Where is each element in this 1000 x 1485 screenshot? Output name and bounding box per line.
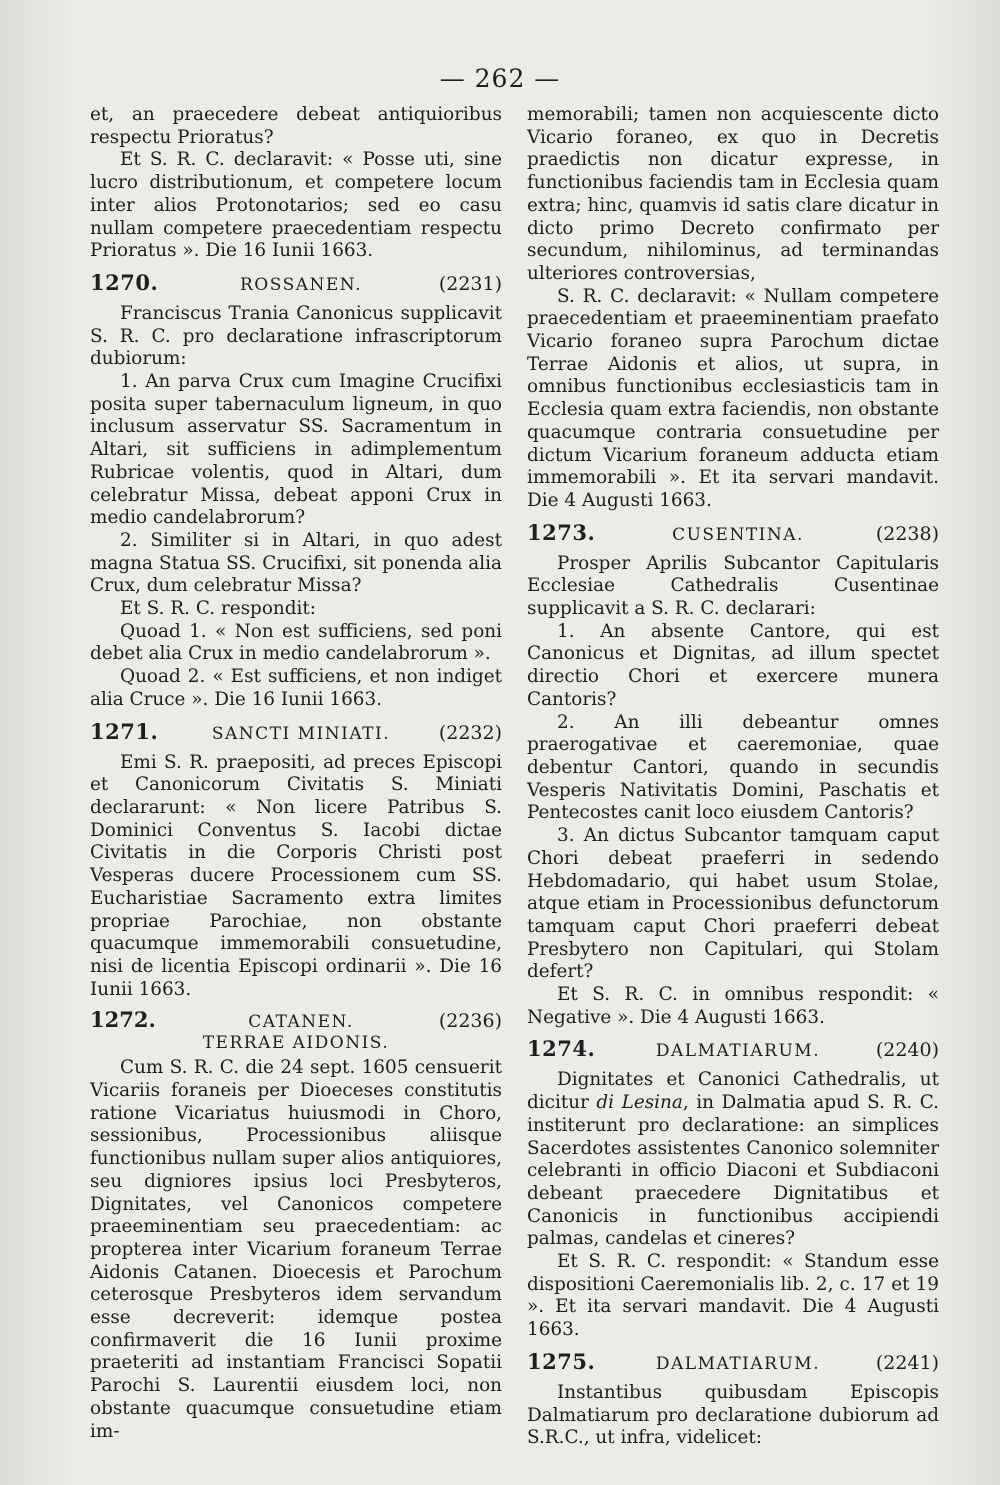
section-number: 1271. (90, 718, 159, 744)
paragraph: Franciscus Trania Canonicus supplicavit S. R. C. pro declaratione infrascriptorum dubiorum: (90, 302, 502, 370)
paragraph: Cum S. R. C. die 24 sept. 1605 censuerit Vicariis foraneis per Dioeceses constitutis ratione Vicariatus huiusmodi in Choro, sessionibus, Processionibus aliisque functionibus nullam super alios antiquiores, seu digniores ipsius loci Presbyteros, Dignitates, vel Canonicos competere praeeminentiam seu praecedentiam: ac propterea inter Vicarium foraneum Terrae Aidonis Catanen. Dioecesis et Parochum ceterosque Presbyteros idem servandum esse decreverit: idemque postea confirmaverit die 16 Iunii proxime praeteriti ad instantiam Francisci Sopatii Parochi S. Laurentii eiusdem loci, non obstante quacumque consuetudine etiam im- (90, 1057, 502, 1442)
section-heading-1271 (90, 720, 502, 746)
section-number: 1272. (90, 1007, 156, 1033)
paragraph: Et S. R. C. respondit: (120, 598, 316, 620)
section-number: 1274. (527, 1036, 596, 1062)
section-reference: (2240) (875, 1039, 939, 1062)
paragraph (527, 1069, 939, 1251)
section-number: 1273. (527, 519, 596, 545)
text-run: Dignitates et Canonici Cathedralis, ut dicitur (527, 1069, 939, 1114)
paragraph: S. R. C. declaravit: « Nullam competere praecedentiam et praeeminentiam praefato Vicario foraneo supra Parochum dictae Terrae Aidonis et alios, ut supra, in omnibus functionibus ecclesiasticis tam in Ecclesia quam extra faciendis, non obstante quacumque contraria consuetudine per dictum Vicarium foraneum adducta etiam immemorabili ». Et ita servari mandavit. Die 4 Augusti 1663. (527, 285, 939, 511)
italic-place-name: di Lesina (596, 1092, 683, 1114)
paragraph: Et S. R. C. declaravit: « Posse uti, sine lucro distributionum, et competere locum inter alios Protonotarios; sed eo casu nullam competere praecedentiam respectu Prioratus ». Die 16 Iunii 1663. (90, 149, 502, 262)
left-column (90, 104, 502, 1443)
section-heading-1272 (90, 1009, 502, 1053)
section-reference: (2231) (438, 272, 502, 295)
section-title: ROSSANEN. (240, 274, 362, 295)
section-reference: (2238) (875, 522, 939, 545)
right-column (527, 104, 939, 1450)
section-reference: (2241) (875, 1351, 939, 1374)
section-heading-1275 (527, 1350, 939, 1376)
section-reference: (2236) (438, 1010, 502, 1033)
paragraph: Quoad 1. « Non est sufficiens, sed poni debet alia Crux in medio candelabrorum ». (90, 620, 502, 665)
paragraph: 2. Similiter si in Altari, in quo adest magna Statua SS. Crucifixi, sit ponenda alia Crux, dum celebratur Missa? (90, 529, 502, 597)
section-number: 1275. (527, 1348, 596, 1374)
paragraph: Et S. R. C. in omnibus respondit: « Negative ». Die 4 Augusti 1663. (527, 984, 939, 1028)
paragraph: Quoad 2. « Est sufficiens, et non indiget alia Cruce ». Die 16 Iunii 1663. (90, 666, 502, 710)
section-title: SANCTI MINIATI. (211, 723, 391, 744)
text-run: , in Dalmatia apud S. R. C. institerunt pro declaratione: an simplices Sacerdotes assistentes Canonico solemniter celebranti in officio Diaconi et Subdiaconi debeant praecedere Dignitatibus et Canonicis in functionibus accipiendi palmas, candelas et cineres? (527, 1092, 939, 1250)
paragraph: et, an praecedere debeat antiquioribus respectu Prioratus? (90, 104, 502, 148)
paragraph: Emi S. R. praepositi, ad preces Episcopi et Canonicorum Civitatis S. Miniati declararunt: « Non licere Patribus S. Dominici Conventus S. Iacobi dictae Civitatis in die Corporis Christi post Vesperas ducere Processionem cum SS. Eucharistiae Sacramento extra limites propriae Parochiae, non obstante quacumque immemorabili consuetudine, nisi de licentia Episcopi ordinarii ». Die 16 Iunii 1663. (90, 751, 502, 1000)
paragraph: 1. An parva Crux cum Imagine Crucifixi posita super tabernaculum ligneum, in quo inclusum asservatur SS. Sacramentum in Altari, sit sufficiens in adimplementum Rubricae volentis, quod in Altari, dum celebratur Missa, debeat apponi Crux in medio candelabrorum? (90, 371, 502, 529)
paragraph: Instantibus quibusdam Episcopis Dalmatiarum pro declaratione dubiorum ad S.R.C., ut infra, videlicet: (527, 1381, 939, 1449)
section-title: DALMATIARUM. (655, 1041, 821, 1062)
section-heading-1274 (527, 1037, 939, 1063)
section-heading-1273 (527, 521, 939, 547)
paragraph: 3. An dictus Subcantor tamquam caput Chori debeat praeferri in sedendo Hebdomadario, qui habet usum Stolae, atque etiam in Processionibus defunctorum tamquam caput Chori praeferri debeat Presbytero non Capitulari, qui Stolam defert? (527, 825, 939, 983)
paragraph: 1. An absente Cantore, qui est Canonicus et Dignitas, ad illum spectet directio Chori et exercere munera Cantoris? (527, 620, 939, 710)
section-title: CUSENTINA. (672, 524, 804, 545)
section-title: CATANEN. (248, 1012, 354, 1033)
section-number: 1270. (90, 269, 159, 295)
page-number: — 262 — (439, 64, 561, 93)
section-subtitle: TERRAE AIDONIS. (202, 1033, 390, 1054)
section-title: DALMATIARUM. (655, 1353, 821, 1374)
section-heading-1270 (90, 271, 502, 297)
paragraph: Prosper Aprilis Subcantor Capitularis Ecclesiae Cathedralis Cusentinae supplicavit a S. R. C. declarari: (527, 552, 939, 620)
section-reference: (2232) (438, 721, 502, 744)
paragraph: 2. An illi debeantur omnes praerogativae et caeremoniae, quae debentur Cantori, quando in secundis Vesperis Nativitatis Domini, Paschatis et Pentecostes canit loco eiusdem Cantoris? (527, 711, 939, 824)
paragraph: memorabili; tamen non acquiescente dicto Vicario foraneo, ex quo in Decretis praedictis non dicatur expresse, in functionibus faciendis tam in Ecclesia quam extra; hinc, quamvis id satis clare dicatur in dicto primo Decreto confirmato per secundum, nihilominus, ad terminandas ulteriores controversias, (527, 104, 939, 284)
paragraph: Et S. R. C. respondit: « Standum esse dispositioni Caeremonialis lib. 2, c. 17 et 19 ». Et ita servari mandavit. Die 4 Augusti 1663. (527, 1251, 939, 1341)
